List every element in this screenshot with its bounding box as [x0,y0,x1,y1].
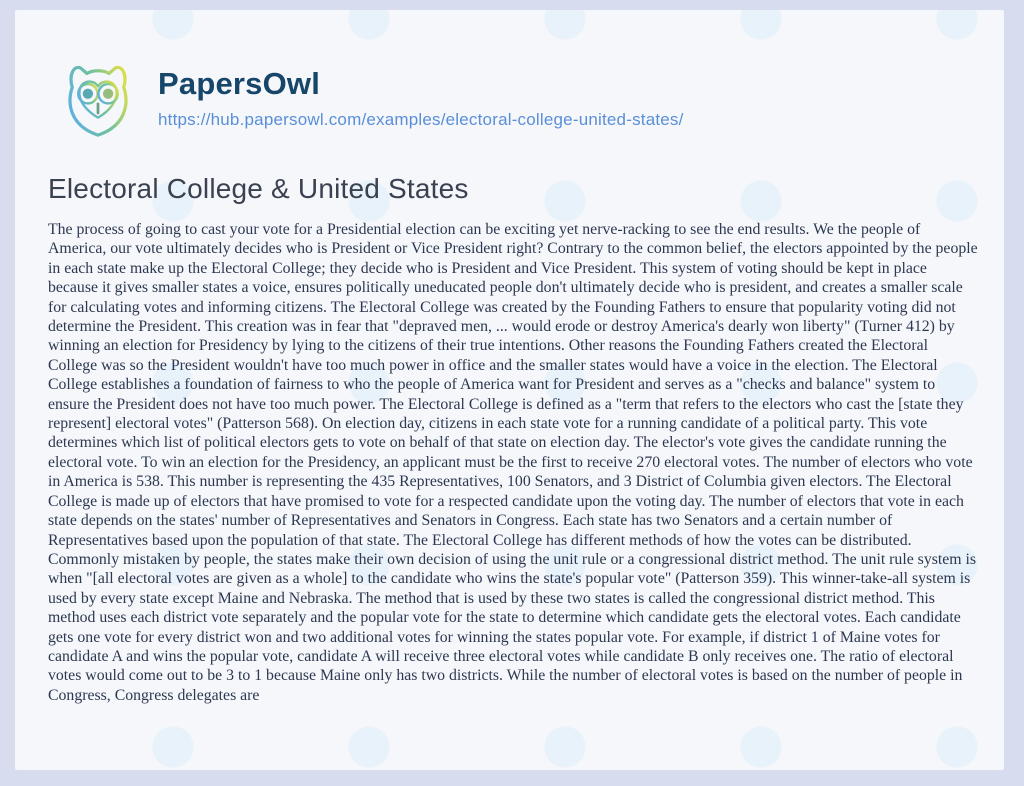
brand-name[interactable]: PapersOwl [158,66,321,101]
page-title: Electoral College & United States [48,173,469,204]
essay-body-text: The process of going to cast your vote for a Presidential election can be exciting yet nerve-racking to see the end results. We the people of America, our vote ultimately decides who is President or Vice President right? Contrary to the common belief, the electors appointed by the people in each state make up the Electoral College; they decide who is President and Vice President. This system of voting should be kept in place because it gives smaller states a voice, ensures politically uneducated people don't ultimately decide who is president, and creates a smaller scale for calculating votes and informing citizens. The Electoral College was created by the Founding Fathers to ensure that popularity voting did not determine the President. This creation was in fear that "depraved men, ... would erode or destroy America's dearly won liberty" (Turner 412) by winning an election for Presidency by lying to the citizens of their true intentions. Other reasons the Founding Fathers created the Electoral College was so the President wouldn't have too much power in office and the smaller states would have a voice in the election. The Electoral College establishes a foundation of fairness to who the people of America want for President and serves as a "checks and balance" system to ensure the President does not have too much power. The Electoral College is defined as a "term that refers to the electors who cast the [state they represent] electoral votes" (Patterson 568). On election day, citizens in each state vote for a running candidate of a political party. This vote determines which list of political electors gets to vote on behalf of that state on election day. The elector's vote gives the candidate running the electoral vote. To win an election for the Presidency, an applicant must be the first to receive 270 electoral votes. The number of electors who vote in America is 538. This number is representing the 435 Representatives, 100 Senators, and 3 District of Columbia given electors. The Electoral College is made up of electors that have promised to vote for a respected candidate upon the voting day. The number of electors that vote in each state depends on the states' number of Representatives and Senators in Congress. Each state has two Senators and a certain number of Representatives based upon the population of that state. The Electoral College has different methods of how the votes can be distributed. Commonly mistaken by people, the states make their own decision of using the unit rule or a congressional district method. The unit rule system is when "[all electoral votes are given as a whole] to the candidate who wins the state's popular vote" (Patterson 359). This winner-take-all system is used by every state except Maine and Nebraska. The method that is used by these two states is called the congressional district method. This method uses each district vote separately and the popular vote for the state to determine which candidate gets the electoral votes. Each candidate gets one vote for every district won and two additional votes for winning the states popular vote. For example, if district 1 of Maine votes for candidate A and wins the popular vote, candidate A will receive three electoral votes while candidate B only receives one. The ratio of electoral votes would come out to be 3 to 1 because Maine only has two districts. While the number of electoral votes is based on the number of people in Congress, Congress delegates are [48,221,978,704]
site-header [52,55,684,154]
brand-block [158,55,684,130]
document-page [15,10,1004,770]
source-url-link[interactable]: https://hub.papersowl.com/examples/electoral-college-united-states/ [158,110,684,130]
owl-logo-icon [52,55,144,154]
